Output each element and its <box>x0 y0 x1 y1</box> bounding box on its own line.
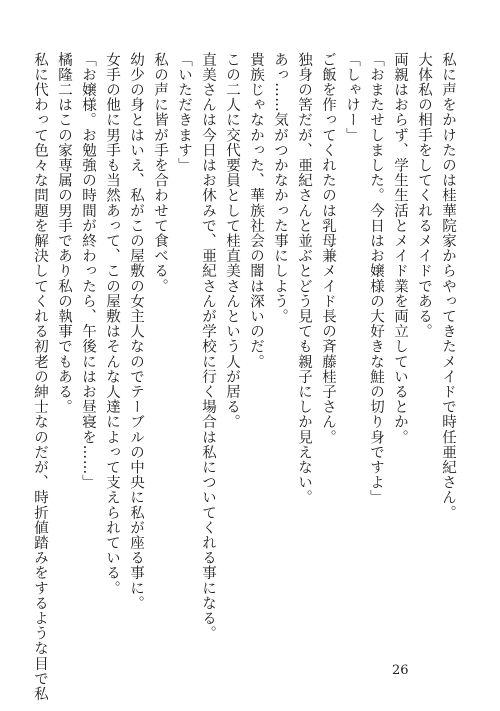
text-line-16: 「お嬢様。お勉強の時間が終わったら、午後にはお昼寝を……」 <box>80 52 96 490</box>
text-line-17: 橘隆二はこの家専属の男手であり私の執事でもある。 <box>56 52 72 415</box>
text-line-2: 大体私の相手をしてくれるメイドである。 <box>416 52 432 339</box>
text-line-13: 私の声に皆が手を合わせて食べる。 <box>152 52 168 294</box>
text-line-15: 女手の他に男手も当然あって、この屋敷はそんな人達によって支えられている。 <box>104 52 120 596</box>
text-line-14: 幼少の身とはいえ、私がこの屋敷の女主人なのでテーブルの中央に私が座る事に。 <box>128 52 144 611</box>
page-number: 26 <box>392 663 409 678</box>
text-line-18: 私に代わって色々な問題を解決してくれる初老の紳士なのだが、時折値踏みをするような目で私 <box>32 52 48 702</box>
text-line-6: ご飯を作ってくれたのは乳母兼メイド長の斉藤桂子さん。 <box>320 52 336 445</box>
text-line-11: 直美さんは今日はお休みで、亜紀さんが学校に行く場合は私についてくれる事になる。 <box>200 52 216 641</box>
text-line-3: 両親はおらず、学生生活とメイド業を両立しているとか。 <box>392 52 408 445</box>
text-line-8: あっ……気がつかなかった事にしよう。 <box>272 52 288 324</box>
text-line-7: 独身の筈だが、亜紀さんと並ぶとどう見ても親子にしか見えない。 <box>296 52 312 505</box>
text-line-5: 「しゃけー」 <box>344 52 360 143</box>
text-line-12: 「いただきます」 <box>176 52 192 173</box>
text-line-10: この二人に交代要員として桂直美さんという人が居る。 <box>224 52 240 430</box>
text-line-4: 「おまたせしました。今日はお嬢様の大好きな鮭の切り身ですよ」 <box>368 52 384 505</box>
text-line-9: 貴族じゃなかった、華族社会の闇は深いのだ。 <box>248 52 264 370</box>
text-line-1: 私に声をかけたのは桂華院家からやってきたメイドで時任亜紀さん。 <box>440 52 456 521</box>
